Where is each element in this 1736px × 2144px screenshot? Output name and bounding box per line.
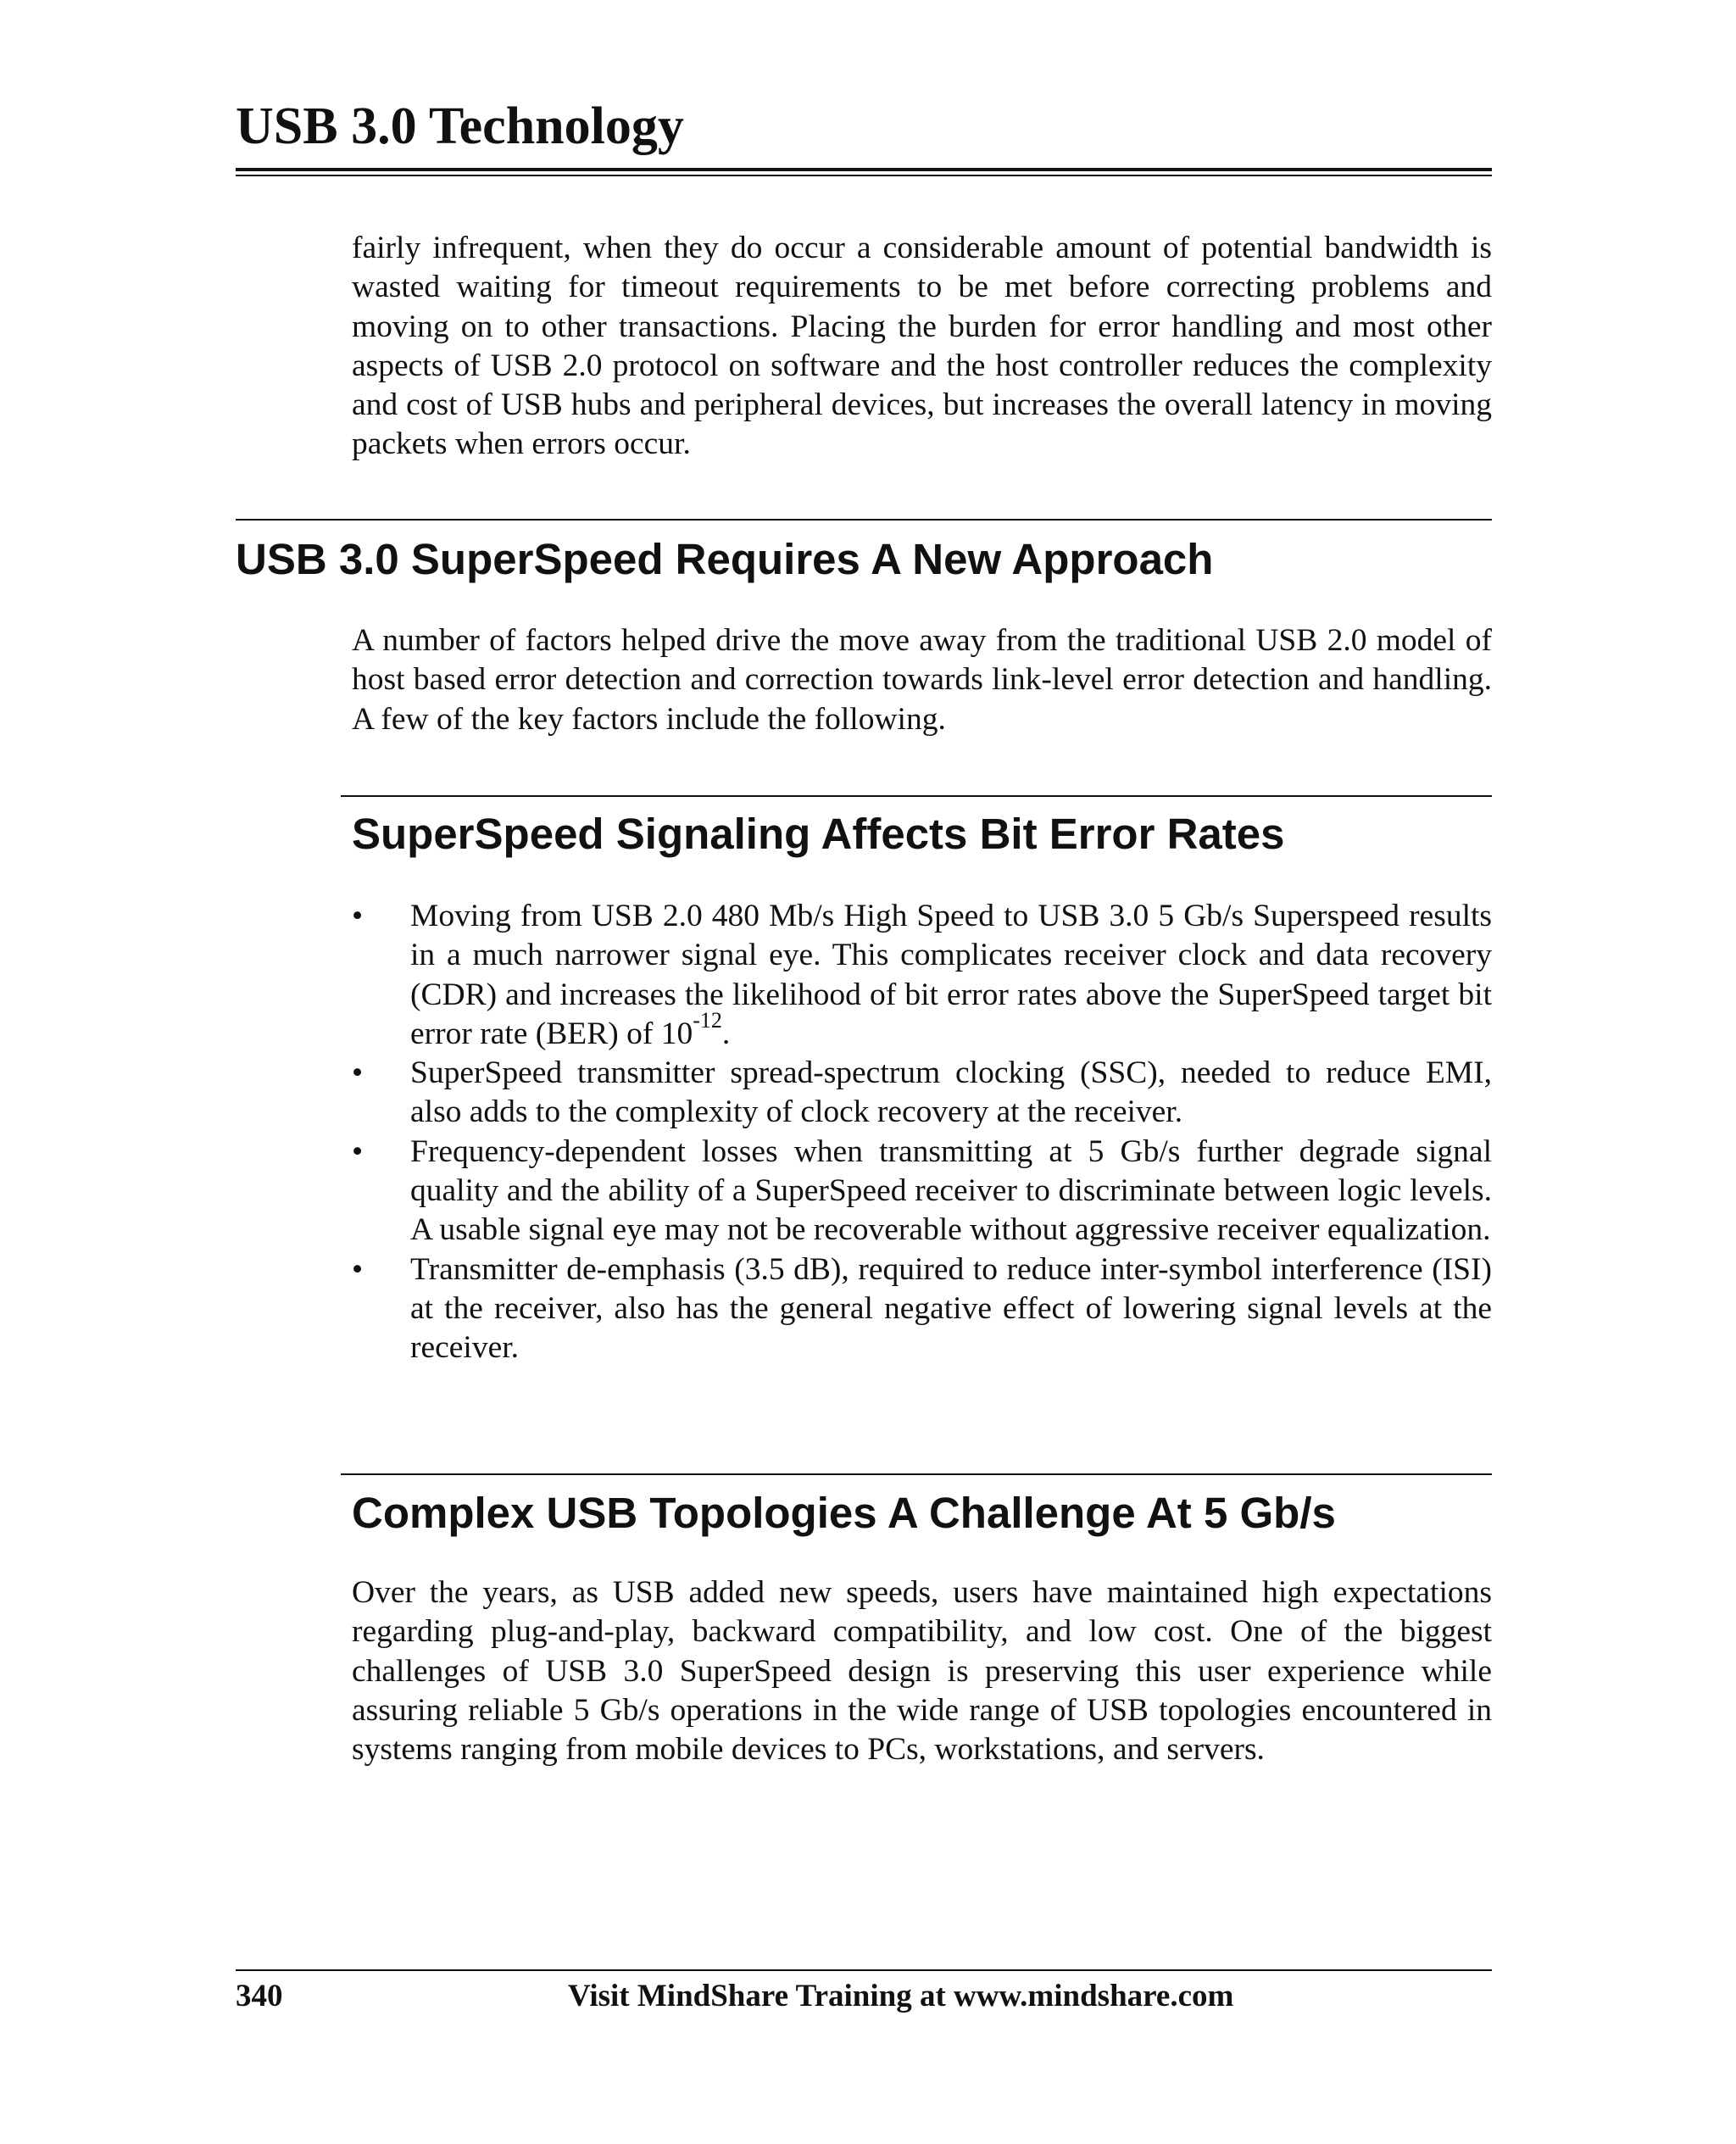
- bullet-icon: •: [352, 1251, 364, 1287]
- footer-page-number: 340: [236, 1979, 283, 2013]
- intro-paragraph: fairly infrequent, when they do occur a considerable amount of potential bandwidth is wasted waiting for timeout requirements to be met before correcting problems and moving on to other transactions. Placing the burden for error handling and most other aspects of USB 2.0 protocol on software and the host controller reduces the complexity and cost of USB hubs and peripheral devices, but increases the overall latency in moving packets when errors occur.: [352, 231, 1492, 462]
- bullet-list: [352, 897, 1492, 1368]
- section-3-paragraph: Over the years, as USB added new speeds, users have maintained high expectations regarding plug-and-play, backward compatibility, and low cost. One of the biggest challenges of USB 3.0 SuperSpeed design is preserving this user experience while assuring reliable 5 Gb/s operations in the wide range of USB topologies encountered in systems ranging from mobile devices to PCs, workstations, and servers.: [352, 1575, 1492, 1768]
- bullet-text: Transmitter de-emphasis (3.5 dB), required to reduce inter-symbol interference (ISI) at the receiver, also has the general negative effect of lowering signal levels at the receiver.: [410, 1251, 1492, 1366]
- section-1-rule: [236, 519, 1492, 521]
- running-head-title: USB 3.0 Technology: [236, 97, 684, 155]
- bullet-text: Moving from USB 2.0 480 Mb/s High Speed to USB 3.0 5 Gb/s Superspeed results in a much narrower signal eye. This complicates receiver clock and data recovery (CDR) and increases the likelihood of bit error rates above the SuperSpeed target bit error rate (BER) of 10: [410, 899, 1492, 1051]
- section-1-paragraph: A number of factors helped drive the move away from the traditional USB 2.0 model of host based error detection and correction towards link-level error detection and handling. A few of the key factors include the following.: [352, 623, 1492, 737]
- bullet-icon: •: [352, 1133, 364, 1169]
- section-3-rule: [341, 1473, 1492, 1475]
- bullet-text: SuperSpeed transmitter spread-spectrum clocking (SSC), needed to reduce EMI, also adds to the complexity of clock recovery at the receiver.: [410, 1055, 1492, 1130]
- footer-rule: [236, 1969, 1492, 1971]
- list-item: [352, 1054, 1492, 1133]
- superscript-exponent: -12: [693, 1007, 722, 1033]
- list-item: [352, 1133, 1492, 1250]
- list-item: [352, 897, 1492, 1054]
- bullet-icon: •: [352, 1055, 364, 1091]
- list-item: [352, 1250, 1492, 1368]
- running-head-rule-thick: [236, 168, 1492, 171]
- bullet-icon: •: [352, 899, 364, 933]
- section-1-heading: USB 3.0 SuperSpeed Requires A New Approach: [236, 535, 1214, 583]
- footer-link-text: Visit MindShare Training at www.mindshare.com: [568, 1979, 1234, 2013]
- bullet-text-suffix: .: [721, 1016, 731, 1051]
- running-head-rule-thin: [236, 175, 1492, 176]
- section-2-rule: [341, 795, 1492, 797]
- section-3-heading: Complex USB Topologies A Challenge At 5 Gb/s: [352, 1489, 1336, 1537]
- bullet-text: Frequency-dependent losses when transmitting at 5 Gb/s further degrade signal quality and the ability of a SuperSpeed receiver to discriminate between logic levels. A usable signal eye may not be recoverable without aggressive receiver equalization.: [410, 1133, 1492, 1248]
- section-2-heading: SuperSpeed Signaling Affects Bit Error Rates: [352, 810, 1285, 858]
